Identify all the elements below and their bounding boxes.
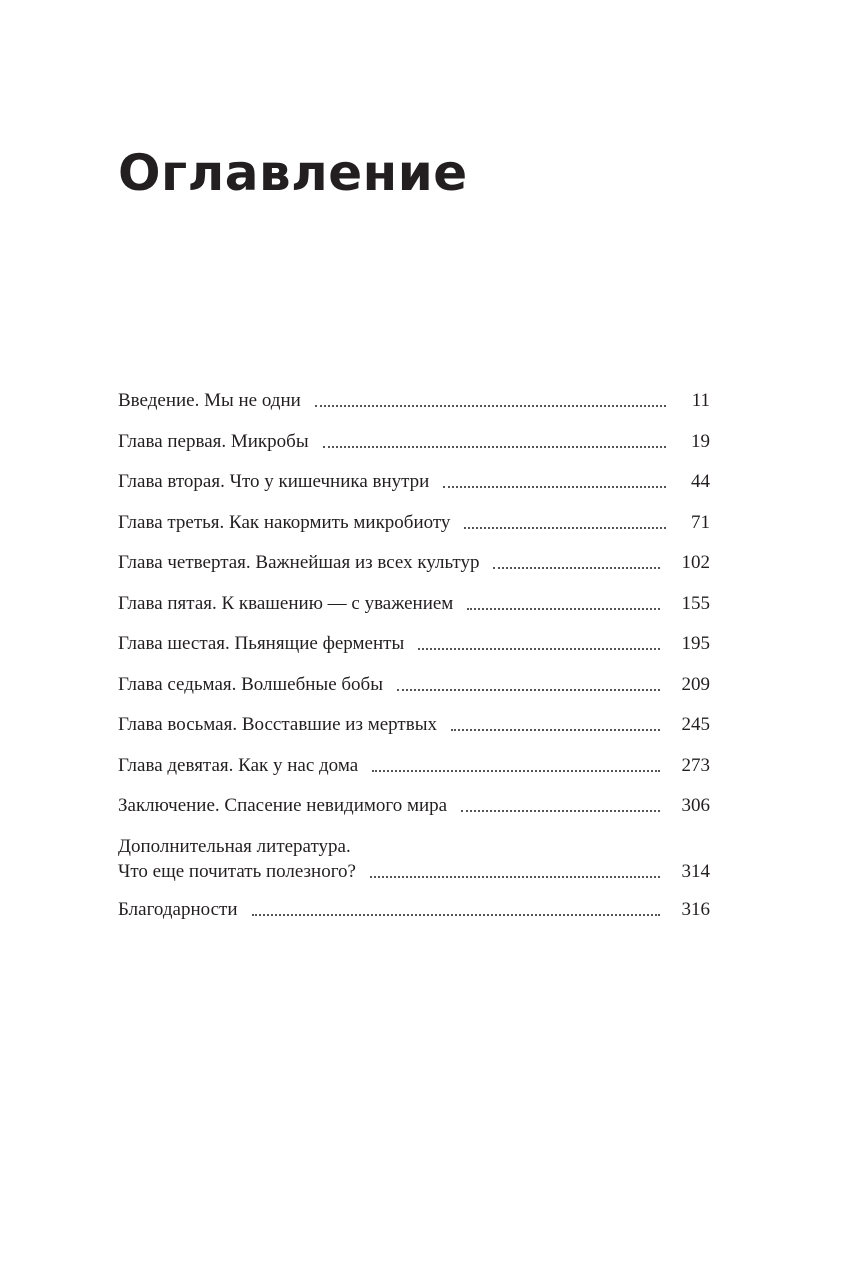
dot-leader [315, 405, 666, 407]
toc-entry-label: Глава пятая. К квашению — с уважением [118, 592, 454, 614]
toc-entry-page: 102 [681, 552, 710, 573]
toc-entry-page: 314 [681, 860, 710, 882]
toc-entry-label: Глава шестая. Пьянящие ферменты [118, 633, 405, 654]
toc-entry-label: Глава четвертая. Важнейшая из всех культур [118, 552, 480, 573]
toc-entry[interactable] [118, 631, 710, 656]
toc-entry-page: 245 [681, 714, 710, 735]
toc-entry[interactable] [118, 834, 710, 884]
toc-entry-label: Дополнительная литература. Что еще почитать полезного? [118, 835, 356, 882]
toc-entry-page: 195 [681, 633, 710, 654]
toc-entry-label: Заключение. Спасение невидимого мира [118, 795, 448, 816]
toc-entry[interactable] [118, 550, 710, 575]
dot-leader [372, 770, 659, 772]
toc-entry-page: 155 [681, 592, 710, 614]
toc-entry[interactable] [118, 897, 710, 922]
dot-leader [464, 527, 666, 529]
dot-leader [493, 567, 659, 569]
toc-entry[interactable] [118, 712, 710, 737]
toc-entry-label: Введение. Мы не одни [118, 390, 301, 411]
dot-leader [467, 608, 659, 610]
toc-entry-page: 273 [681, 754, 710, 776]
toc-entry[interactable] [118, 469, 710, 494]
dot-leader [451, 729, 660, 731]
toc-entry-label: Глава восьмая. Восставшие из мертвых [118, 714, 437, 735]
toc-entry-label: Глава третья. Как накормить микробиоту [118, 511, 451, 533]
toc-entry[interactable] [118, 429, 710, 454]
toc-entry[interactable] [118, 672, 710, 697]
dot-leader [252, 914, 660, 916]
toc-entry[interactable] [118, 793, 710, 818]
toc-entry-label: Глава вторая. Что у кишечника внутри [118, 471, 430, 492]
dot-leader [323, 446, 666, 448]
toc-entry-page: 316 [681, 898, 710, 920]
toc-entry[interactable] [118, 388, 710, 413]
toc-entry[interactable] [118, 591, 710, 616]
dot-leader [443, 486, 666, 488]
toc-entry-page: 11 [691, 390, 710, 411]
toc-entry-label: Глава девятая. Как у нас дома [118, 754, 359, 776]
toc-entry-page: 44 [691, 471, 710, 492]
dot-leader [461, 810, 659, 812]
toc-entry-page: 209 [681, 673, 710, 695]
toc-entry-label: Глава седьмая. Волшебные бобы [118, 673, 383, 695]
toc-entry-label: Благодарности [118, 898, 238, 920]
toc-entry-page: 71 [691, 511, 710, 533]
toc-entry[interactable] [118, 753, 710, 778]
dot-leader [397, 689, 660, 691]
dot-leader [370, 876, 660, 878]
toc-entry-page: 19 [691, 430, 710, 452]
toc-entry-page: 306 [681, 795, 710, 816]
table-of-contents [118, 388, 710, 937]
dot-leader [418, 648, 659, 650]
page-title: Оглавление [118, 144, 468, 202]
toc-entry-label: Глава первая. Микробы [118, 430, 309, 452]
toc-entry[interactable] [118, 510, 710, 535]
